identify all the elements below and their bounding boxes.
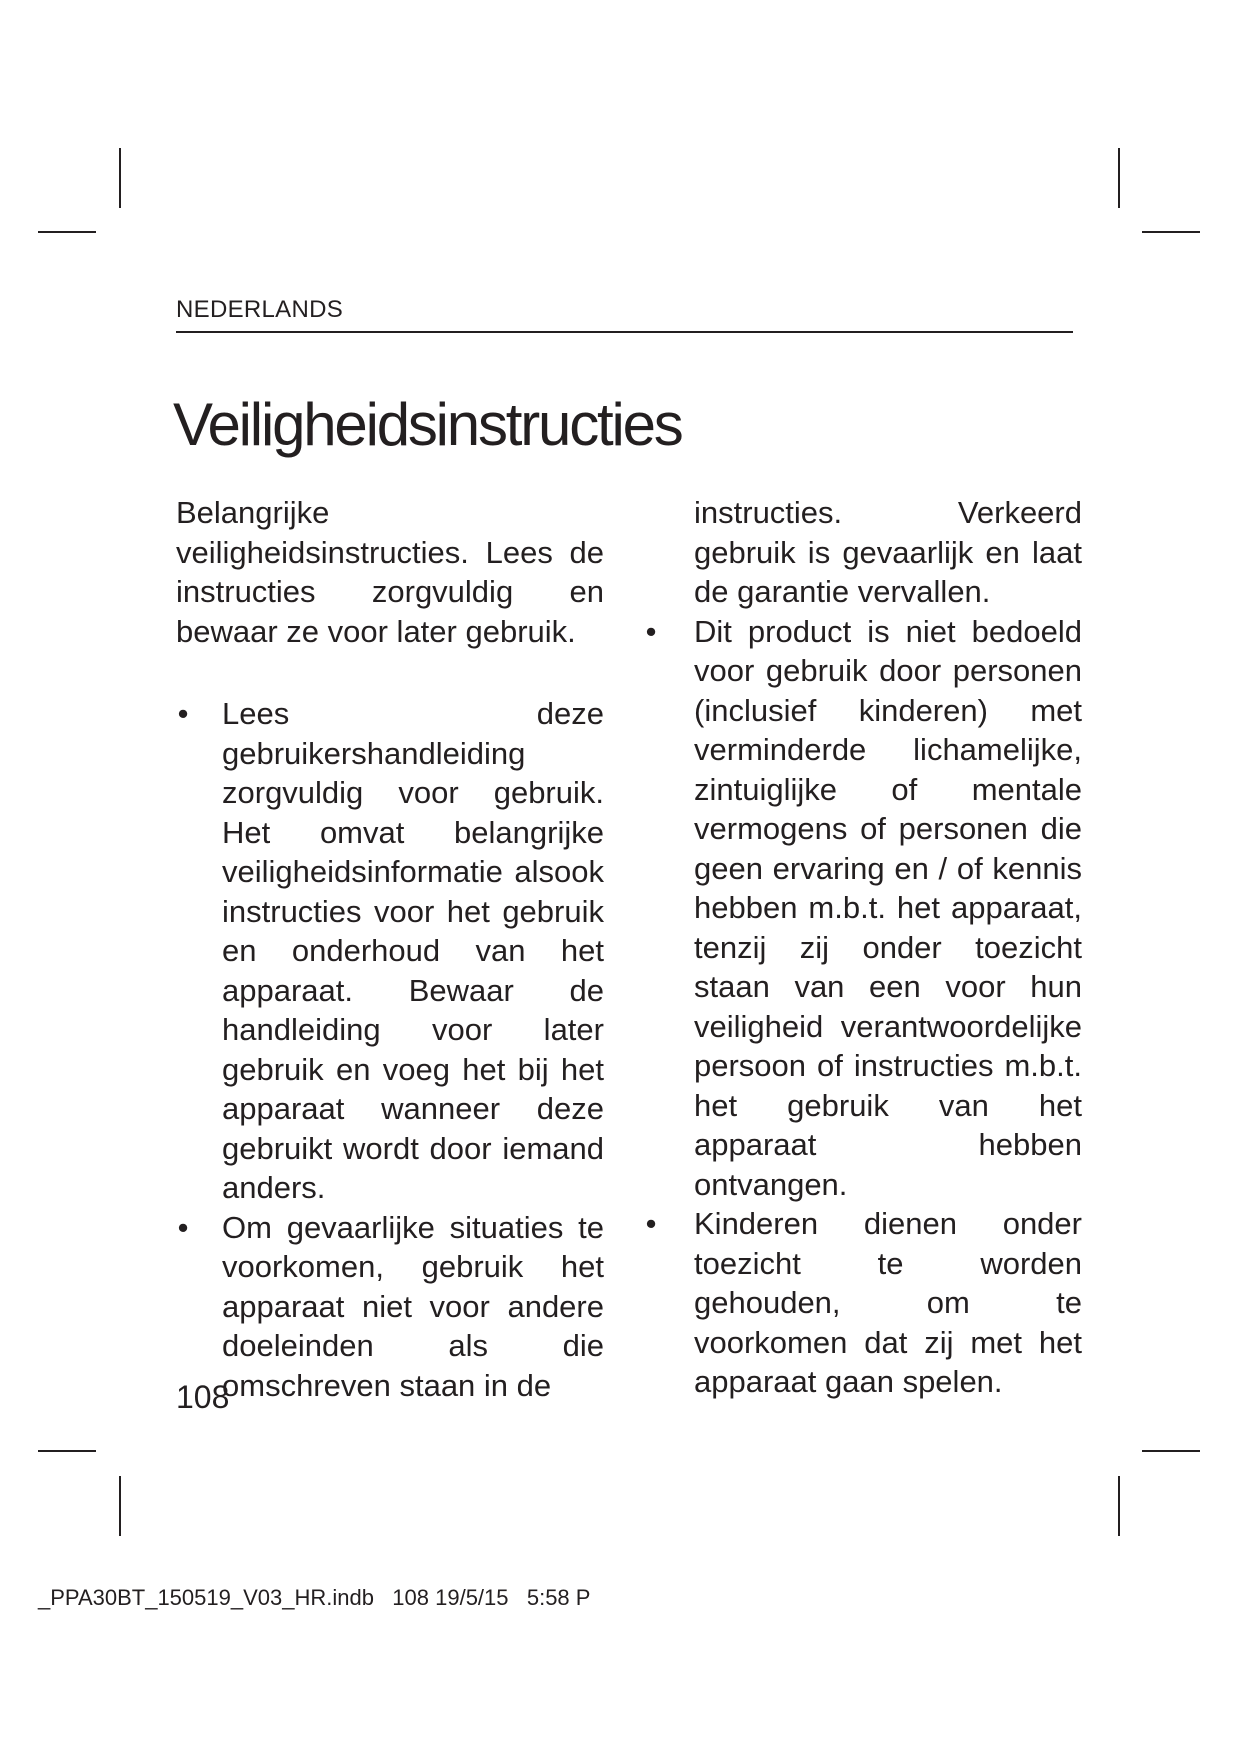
page-number: 108 — [176, 1379, 230, 1415]
left-column — [176, 493, 604, 1405]
right-column — [644, 493, 1082, 1402]
continued-text: instructies. Verkeerd gebruik is gevaarlijk en laat de garantie vervallen. — [694, 495, 1082, 609]
bullet-icon: • — [177, 1209, 189, 1245]
list-item-text: Om gevaarlijke situaties te voorkomen, gebruik het apparaat niet voor andere doeleinden als die omschreven staan in de — [222, 1209, 604, 1403]
crop-mark-top-left-vertical — [119, 148, 121, 208]
list-item — [176, 694, 604, 1208]
crop-mark-bottom-left-horizontal — [38, 1450, 96, 1452]
crop-mark-bottom-right-vertical — [1118, 1476, 1120, 1536]
left-bullet-list — [176, 694, 604, 1405]
list-item-text: Dit product is niet bedoeld voor gebruik door personen (inclusief kinderen) met verminderde lichamelijke, zintuiglijke of mentale vermogens of personen die geen ervaring en / of kennis hebben m.b.t. het apparaat, tenzij zij onder toezicht staan van een voor hun veiligheid verantwoordelijke persoon of instructies m.b.t. het gebruik van het apparaat hebben ontvangen. — [694, 613, 1082, 1202]
crop-mark-top-right-vertical — [1118, 148, 1120, 208]
language-header: NEDERLANDS — [176, 296, 344, 323]
crop-mark-top-right-horizontal — [1142, 231, 1200, 233]
intro-paragraph: Belangrijke veiligheidsinstructies. Lees de instructies zorgvuldig en bewaar ze voor later gebruik. — [176, 495, 604, 649]
list-item-text: Kinderen dienen onder toezicht te worden gehouden, om te voorkomen dat zij met het apparaat gaan spelen. — [694, 1206, 1082, 1399]
bullet-icon: • — [645, 613, 657, 649]
crop-mark-top-left-horizontal — [38, 231, 96, 233]
crop-mark-bottom-left-vertical — [119, 1476, 121, 1536]
bullet-icon: • — [177, 696, 189, 731]
page-title: Veiligheidsinstructies — [173, 391, 682, 458]
list-item — [644, 612, 1082, 1205]
list-item — [644, 1204, 1082, 1402]
crop-mark-bottom-right-horizontal — [1142, 1450, 1200, 1452]
print-slug: _PPA30BT_150519_V03_HR.indb 108 19/5/15 5:58 P — [38, 1585, 591, 1610]
right-bullet-list — [644, 612, 1082, 1402]
bullet-icon: • — [645, 1206, 657, 1241]
list-item — [176, 1208, 604, 1406]
header-rule — [176, 331, 1073, 333]
list-item-text: Lees deze gebruikershandleiding zorgvuldig voor gebruik. Het omvat belangrijke veiligheidsinformatie alsook instructies voor het gebruik en onderhoud van het apparaat. Bewaar de handleiding voor later gebruik en voeg het bij het apparaat wanneer deze gebruikt wordt door iemand anders. — [222, 696, 604, 1205]
